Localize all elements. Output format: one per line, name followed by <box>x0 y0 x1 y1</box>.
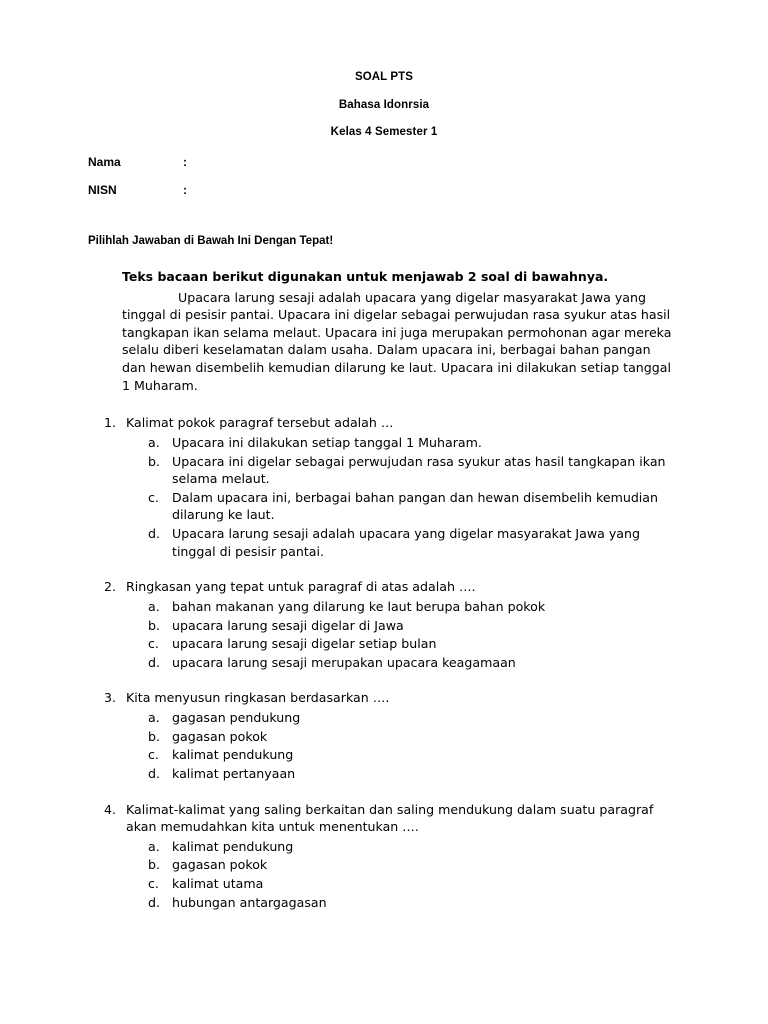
option-letter: d. <box>148 765 160 781</box>
option-item[interactable] <box>126 894 680 912</box>
option-item[interactable] <box>126 598 680 616</box>
option-text: gagasan pokok <box>172 857 268 873</box>
field-row-nisn <box>88 183 680 197</box>
option-letter: a. <box>148 838 160 854</box>
option-text: Upacara ini digelar sebagai perwujudan rasa syukur atas hasil tangkapan ikan selama melaut. <box>172 453 666 487</box>
option-letter: b. <box>148 857 160 873</box>
option-text: Upacara larung sesaji adalah upacara yang digelar masyarakat Jawa yang tinggal di pesisir pantai. <box>172 526 640 559</box>
option-item[interactable] <box>126 709 680 727</box>
question-item <box>88 414 680 560</box>
option-item[interactable] <box>126 434 680 452</box>
question-number: 3. <box>103 690 116 706</box>
option-text: kalimat utama <box>172 876 264 891</box>
option-text: kalimat pertanyaan <box>172 765 296 781</box>
document-class-semester: Kelas 4 Semester 1 <box>330 126 438 138</box>
option-list <box>126 709 680 783</box>
option-letter: b. <box>148 728 160 744</box>
option-item[interactable] <box>126 765 680 783</box>
question-list <box>88 414 680 911</box>
passage-heading: Teks bacaan berikut digunakan untuk menjawab 2 soal di bawahnya. <box>122 268 609 284</box>
option-list <box>126 838 680 912</box>
option-text: hubungan antargagasan <box>172 894 327 910</box>
option-item[interactable] <box>126 856 680 874</box>
option-item[interactable] <box>126 654 680 672</box>
question-item <box>88 801 680 912</box>
passage-body: Upacara larung sesaji adalah upacara yang digelar masyarakat Jawa yang tinggal di pesisir pantai. Upacara ini digelar sebagai perwujudan rasa syukur atas hasil tangkapan ikan selama melaut. Upacara ini juga merupakan permohonan agar mereka selalu diberi keselamatan dalam usaha. Dalam upacara ini, berbagai bahan pangan dan hewan disembelih kemudian dilarung ke laut. Upacara ini dilakukan setiap tanggal 1 Muharam. <box>122 289 672 393</box>
option-text: Upacara ini dilakukan setiap tanggal 1 Muharam. <box>172 434 482 450</box>
question-number: 2. <box>103 579 116 595</box>
question-text: Kalimat-kalimat yang saling berkaitan dan saling mendukung dalam suatu paragraf akan memudahkan kita untuk menentukan …. <box>126 801 654 835</box>
question-body <box>126 801 680 912</box>
option-text: gagasan pendukung <box>172 710 301 725</box>
option-text: upacara larung sesaji digelar setiap bulan <box>172 636 437 652</box>
option-item[interactable] <box>126 635 680 653</box>
question-body <box>126 689 680 782</box>
option-letter: a. <box>148 434 160 450</box>
question-item <box>88 578 680 671</box>
question-body <box>126 578 680 671</box>
instruction-text: Pilihlah Jawaban di Bawah Ini Dengan Tepat! <box>88 234 334 247</box>
field-label-nisn: NISN <box>88 182 117 197</box>
option-letter: b. <box>148 617 160 633</box>
option-item[interactable] <box>126 746 680 764</box>
field-colon-nama: : <box>183 154 187 169</box>
option-item[interactable] <box>126 838 680 856</box>
option-item[interactable] <box>126 489 680 524</box>
option-letter: c. <box>148 876 159 891</box>
option-text: kalimat pendukung <box>172 747 294 763</box>
option-letter: d. <box>148 654 160 670</box>
question-item <box>88 689 680 782</box>
option-letter: c. <box>148 747 159 763</box>
field-colon-nisn: : <box>183 182 187 197</box>
option-list <box>126 434 680 560</box>
question-text: Kalimat pokok paragraf tersebut adalah … <box>126 415 394 431</box>
question-number: 4. <box>103 801 116 817</box>
question-body <box>126 414 680 560</box>
option-item[interactable] <box>126 525 680 560</box>
option-letter: c. <box>148 636 159 652</box>
question-number: 1. <box>103 415 116 431</box>
option-letter: b. <box>148 453 160 469</box>
option-item[interactable] <box>126 728 680 746</box>
option-letter: a. <box>148 710 160 725</box>
document-header <box>88 72 680 139</box>
option-text: bahan makanan yang dilarung ke laut berupa bahan pokok <box>172 598 546 614</box>
option-item[interactable] <box>126 617 680 635</box>
document-subject: Bahasa Idonrsia <box>338 98 430 111</box>
option-list <box>126 598 680 672</box>
option-item[interactable] <box>126 875 680 893</box>
option-text: gagasan pokok <box>172 728 268 744</box>
option-letter: d. <box>148 526 160 541</box>
option-letter: d. <box>148 894 160 910</box>
document-title: SOAL PTS <box>354 71 414 83</box>
field-row-nama <box>88 155 680 169</box>
question-text: Kita menyusun ringkasan berdasarkan …. <box>126 690 390 706</box>
field-label-nama: Nama <box>88 154 121 169</box>
question-text: Ringkasan yang tepat untuk paragraf di atas adalah …. <box>126 579 476 595</box>
option-text: Dalam upacara ini, berbagai bahan pangan dan hewan disembelih kemudian dilarung ke laut. <box>172 489 659 523</box>
option-item[interactable] <box>126 453 680 488</box>
option-letter: a. <box>148 598 160 614</box>
option-text: upacara larung sesaji digelar di Jawa <box>172 617 404 633</box>
option-letter: c. <box>148 489 159 505</box>
option-text: upacara larung sesaji merupakan upacara keagamaan <box>172 654 516 670</box>
option-text: kalimat pendukung <box>172 838 294 854</box>
